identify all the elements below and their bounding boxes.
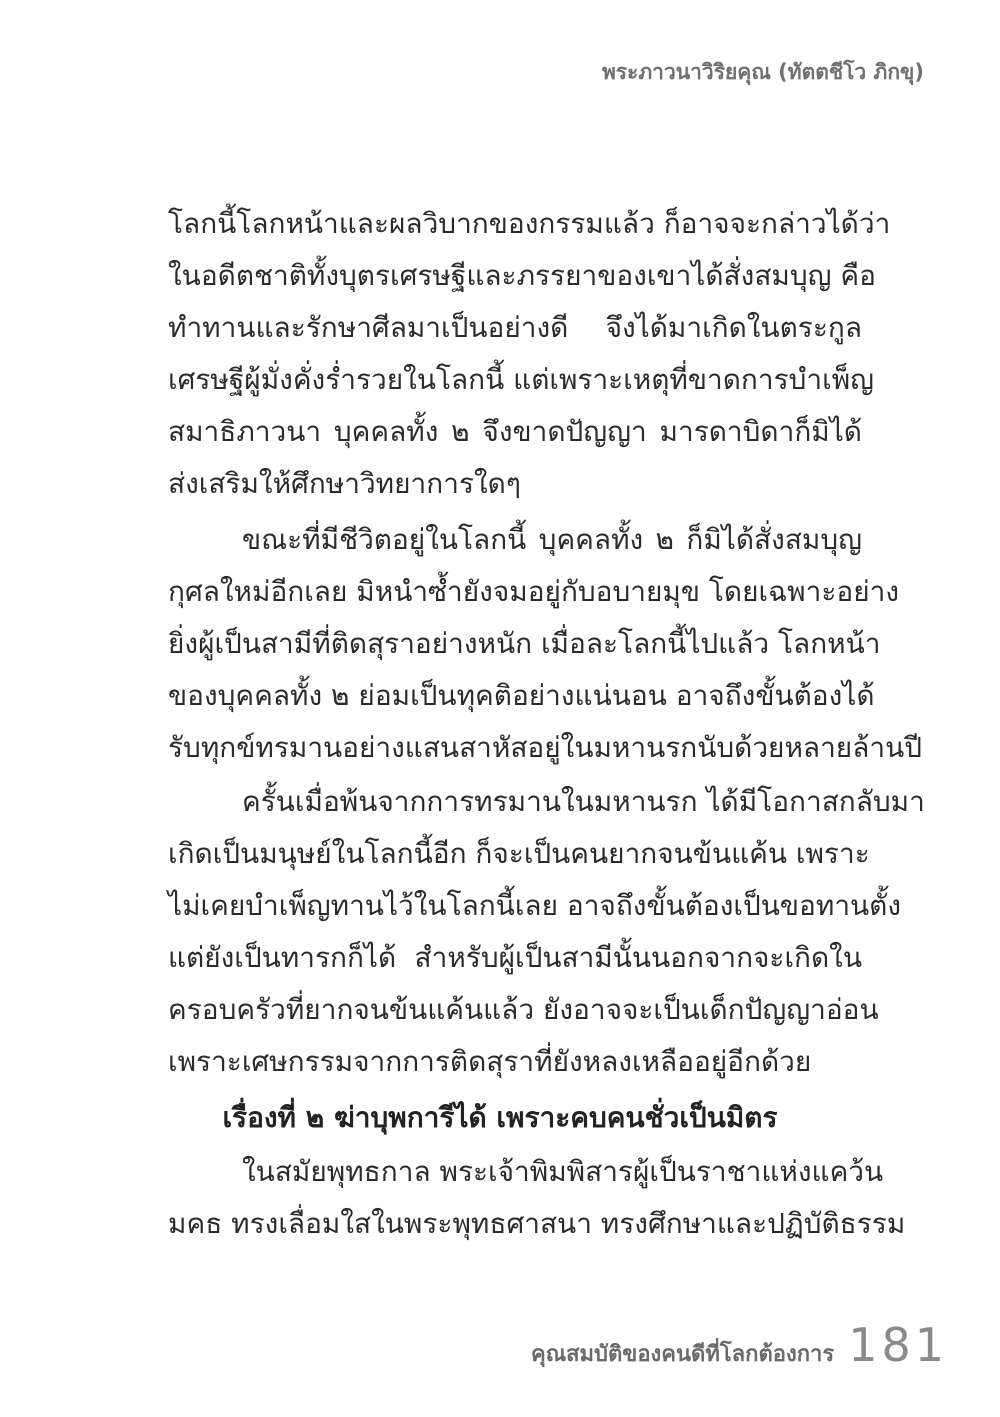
text-line: แต่ยังเป็นทารกก็ได้ สำหรับผู้เป็นสามีนั้นนอกจากจะเกิดใน bbox=[168, 941, 862, 974]
text-line: ส่งเสริมให้ศึกษาวิทยาการใดๆ bbox=[168, 467, 521, 500]
text-line: เพราะเศษกรรมจากการติดสุราที่ยังหลงเหลืออยู่อีกด้วย bbox=[168, 1045, 812, 1078]
text-line: รับทุกข์ทรมานอย่างแสนสาหัสอยู่ในมหานรกนับด้วยหลายล้านปี bbox=[168, 731, 923, 764]
page-number: 181 bbox=[848, 1318, 948, 1372]
text-line: ในสมัยพุทธกาล พระเจ้าพิมพิสารผู้เป็นราชาแห่งแคว้น bbox=[242, 1155, 884, 1188]
text-line: เศรษฐีผู้มั่งคั่งร่ำรวยในโลกนี้ แต่เพราะเหตุที่ขาดการบำเพ็ญ bbox=[168, 363, 875, 396]
text-line: ในอดีตชาติทั้งบุตรเศรษฐีและภรรยาของเขาได้สั่งสมบุญ คือ bbox=[168, 259, 876, 292]
text-line: สมาธิภาวนา บุคคลทั้ง ๒ จึงขาดปัญญา มารดาบิดาก็มิได้ bbox=[168, 415, 862, 448]
text-line: ครอบครัวที่ยากจนข้นแค้นแล้ว ยังอาจจะเป็นเด็กปัญญาอ่อน bbox=[168, 993, 879, 1026]
text-line: โลกนี้โลกหน้าและผลวิบากของกรรมแล้ว ก็อาจจะกล่าวได้ว่า bbox=[168, 207, 891, 240]
text-line: ครั้นเมื่อพ้นจากการทรมานในมหานรก ได้มีโอกาสกลับมา bbox=[242, 785, 925, 818]
text-line: เกิดเป็นมนุษย์ในโลกนี้อีก ก็จะเป็นคนยากจนข้นแค้น เพราะ bbox=[168, 837, 870, 870]
text-line: ยิ่งผู้เป็นสามีที่ติดสุราอย่างหนัก เมื่อละโลกนี้ไปแล้ว โลกหน้า bbox=[168, 627, 881, 660]
text-line: กุศลใหม่อีกเลย มิหนำซ้ำยังจมอยู่กับอบายมุข โดยเฉพาะอย่าง bbox=[168, 575, 899, 608]
text-line: ของบุคคลทั้ง ๒ ย่อมเป็นทุคติอย่างแน่นอน อาจถึงขั้นต้องได้ bbox=[168, 679, 875, 712]
text-line: มคธ ทรงเลื่อมใสในพระพุทธศาสนา ทรงศึกษาและปฏิบัติธรรม bbox=[168, 1207, 906, 1240]
book-title: คุณสมบัติของคนดีที่โลกต้องการ bbox=[530, 1342, 835, 1367]
section-heading: เรื่องที่ ๒ ฆ่าบุพการีได้ เพราะคบคนชั่วเป็นมิตร bbox=[222, 1101, 778, 1134]
text-line: ทำทานและรักษาศีลมาเป็นอย่างดี จึงได้มาเกิดในตระกูล bbox=[168, 311, 862, 344]
text-line: ไม่เคยบำเพ็ญทานไว้ในโลกนี้เลย อาจถึงขั้นต้องเป็นขอทานตั้ง bbox=[168, 889, 902, 922]
text-line: ขณะที่มีชีวิตอยู่ในโลกนี้ บุคคลทั้ง ๒ ก็มิได้สั่งสมบุญ bbox=[242, 523, 862, 556]
running-head: พระภาวนาวิริยคุณ (ทัตตชีโว ภิกขุ) bbox=[601, 60, 924, 84]
page-footer bbox=[531, 1318, 948, 1372]
